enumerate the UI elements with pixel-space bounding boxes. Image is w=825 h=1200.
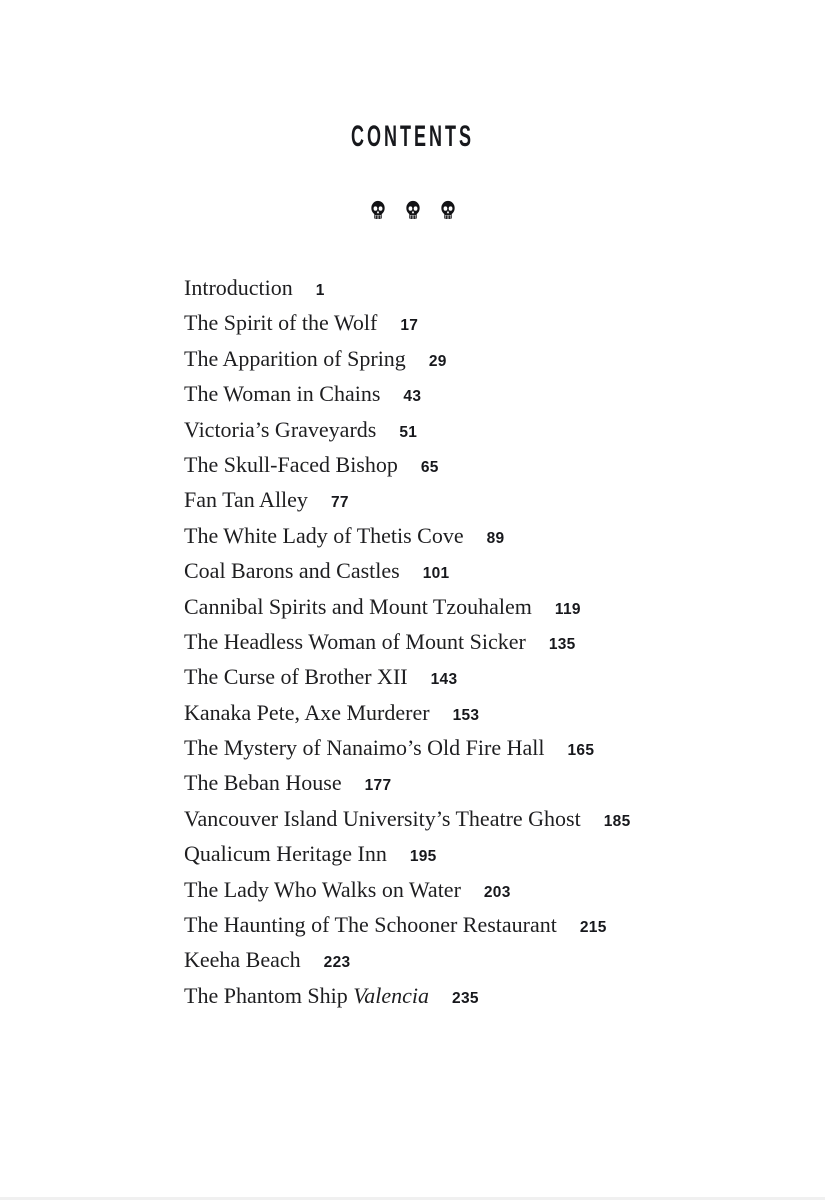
toc-entry <box>184 376 631 411</box>
chapter-title: The Lady Who Walks on Water <box>184 876 461 902</box>
toc-entry <box>184 305 631 340</box>
chapter-title: The Spirit of the Wolf <box>184 310 378 336</box>
chapter-title: Victoria’s Graveyards <box>184 416 377 442</box>
toc-entry <box>184 695 631 730</box>
toc-entry <box>184 907 631 942</box>
skull-icon <box>440 200 456 223</box>
page-number: 101 <box>422 565 450 583</box>
page-number: 215 <box>579 919 607 937</box>
toc-entry <box>184 801 631 836</box>
page-number: 65 <box>420 458 439 476</box>
chapter-title: The White Lady of Thetis Cove <box>184 522 464 548</box>
toc-entry <box>184 447 631 482</box>
chapter-title: The Woman in Chains <box>184 381 381 407</box>
toc-entry <box>184 518 631 553</box>
toc-entry <box>184 589 631 624</box>
page-number: 29 <box>428 352 447 370</box>
skull-ornament <box>0 200 825 223</box>
chapter-title: Introduction <box>184 275 293 300</box>
table-of-contents <box>184 270 631 1013</box>
page-number: 17 <box>400 317 419 335</box>
toc-entry <box>184 482 631 517</box>
chapter-title: Keeha Beach <box>184 947 301 973</box>
chapter-title: The Beban House <box>184 770 342 796</box>
toc-entry <box>184 978 631 1013</box>
page-number: 235 <box>452 989 479 1007</box>
toc-entry <box>184 624 631 659</box>
page-number: 185 <box>603 812 631 830</box>
page-number: 153 <box>452 706 480 724</box>
toc-entry <box>184 765 631 800</box>
chapter-title: The Curse of Brother XII <box>184 664 408 690</box>
page-number: 43 <box>403 388 422 406</box>
chapter-title: Cannibal Spirits and Mount Tzouhalem <box>184 593 532 619</box>
page-title <box>0 122 825 157</box>
skull-icon <box>405 200 421 223</box>
chapter-title: Vancouver Island University’s Theatre Ghost <box>184 805 581 831</box>
page-number: 119 <box>554 600 581 618</box>
page-number: 203 <box>483 883 511 901</box>
page-number: 165 <box>567 742 595 760</box>
page-number: 89 <box>486 529 505 547</box>
chapter-title: The Headless Woman of Mount Sicker <box>184 628 526 654</box>
page-title-text: CONTENTS <box>351 120 474 153</box>
page-number: 1 <box>315 282 325 299</box>
chapter-title-italic: Valencia <box>353 982 430 1008</box>
page-number: 135 <box>548 635 576 653</box>
chapter-title: The Phantom Ship Valencia <box>184 982 430 1008</box>
toc-entry <box>184 836 631 871</box>
chapter-title: The Skull-Faced Bishop <box>184 451 398 477</box>
chapter-title: Coal Barons and Castles <box>184 558 400 584</box>
page-number: 51 <box>399 423 418 441</box>
chapter-title: Fan Tan Alley <box>184 487 308 513</box>
toc-entry <box>184 730 631 765</box>
skull-icon <box>370 200 386 223</box>
chapter-title: The Haunting of The Schooner Restaurant <box>184 912 557 938</box>
page-number: 177 <box>364 777 392 795</box>
chapter-title: The Apparition of Spring <box>184 345 406 371</box>
chapter-title: The Mystery of Nanaimo’s Old Fire Hall <box>184 735 545 761</box>
toc-entry <box>184 553 631 588</box>
toc-entry <box>184 412 631 447</box>
page-number: 223 <box>323 954 351 972</box>
chapter-title: Qualicum Heritage Inn <box>184 841 387 867</box>
toc-entry <box>184 270 631 305</box>
chapter-title: Kanaka Pete, Axe Murderer <box>184 699 430 725</box>
page-number: 143 <box>430 671 458 689</box>
toc-entry <box>184 942 631 977</box>
page-number: 195 <box>409 848 437 866</box>
toc-entry <box>184 341 631 376</box>
page-number: 77 <box>330 494 349 512</box>
toc-entry <box>184 872 631 907</box>
toc-entry <box>184 659 631 694</box>
